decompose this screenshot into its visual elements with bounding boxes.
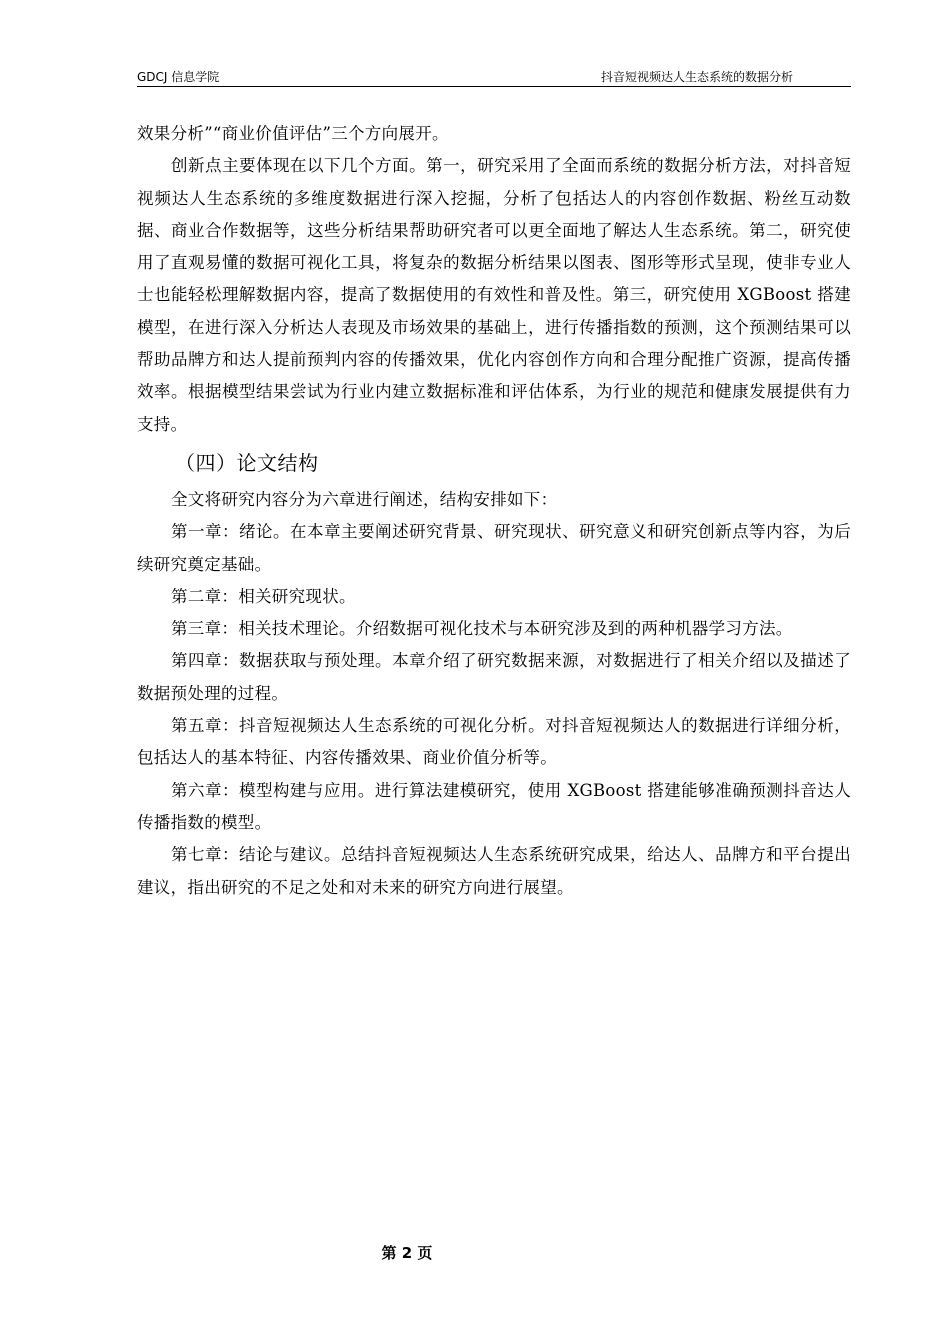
paragraph-chapter-3: 第三章：相关技术理论。介绍数据可视化技术与本研究涉及到的两种机器学习方法。 [171, 619, 793, 639]
section-heading-structure: （四）论文结构 [175, 450, 319, 475]
paragraph-structure-intro: 全文将研究内容分为六章进行阐述，结构安排如下： [171, 489, 558, 509]
page-header [137, 66, 851, 87]
paragraph-innovations: 创新点主要体现在以下几个方面。第一，研究采用了全面而系统的数据分析方法，对抖音短视频达人生态系统的多维度数据进行深入挖掘，分析了包括达人的内容创作数据、粉丝互动数据、商业合作数据等，这些分析结果帮助研究者可以更全面地了解达人生态系统。第二，研究使用了直观易懂的数据可视化工具，将复杂的数据分析结果以图表、图形等形式呈现，使非专业人士也能轻松理解数据内容，提高了数据使用的有效性和普及性。第三，研究使用 XGBoost 搭建模型，在进行深入分析达人表现及市场效果的基础上，进行传播指数的预测，这个预测结果可以帮助品牌方和达人提前预判内容的传播效果，优化内容创作方向和合理分配推广资源，提高传播效率。根据模型结果尝试为行业内建立数据标准和评估体系，为行业的规范和健康发展提供有力支持。 [137, 156, 851, 434]
paragraph-chapter-5: 第五章：抖音短视频达人生态系统的可视化分析。对抖音短视频达人的数据进行详细分析，包括达人的基本特征、内容传播效果、商业价值分析等。 [137, 716, 851, 768]
header-institution: GDCJ 信息学院 [137, 70, 220, 84]
page-body [137, 118, 851, 904]
paragraph-continuation: 效果分析”“商业价值评估”三个方向展开。 [137, 124, 449, 143]
paragraph-chapter-6: 第六章：模型构建与应用。进行算法建模研究，使用 XGBoost 搭建能够准确预测抖音达人传播指数的模型。 [137, 780, 851, 832]
paragraph-chapter-7: 第七章：结论与建议。总结抖音短视频达人生态系统研究成果，给达人、品牌方和平台提出建议，指出研究的不足之处和对未来的研究方向进行展望。 [137, 845, 851, 897]
paragraph-chapter-4: 第四章：数据获取与预处理。本章介绍了研究数据来源，对数据进行了相关介绍以及描述了数据预处理的过程。 [137, 651, 851, 703]
page-number: 第 2 页 [381, 1244, 433, 1262]
header-thesis-title: 抖音短视频达人生态系统的数据分析 [600, 70, 793, 84]
paragraph-chapter-1: 第一章：绪论。在本章主要阐述研究背景、研究现状、研究意义和研究创新点等内容，为后续研究奠定基础。 [137, 522, 851, 574]
paragraph-chapter-2: 第二章：相关研究现状。 [171, 586, 356, 606]
